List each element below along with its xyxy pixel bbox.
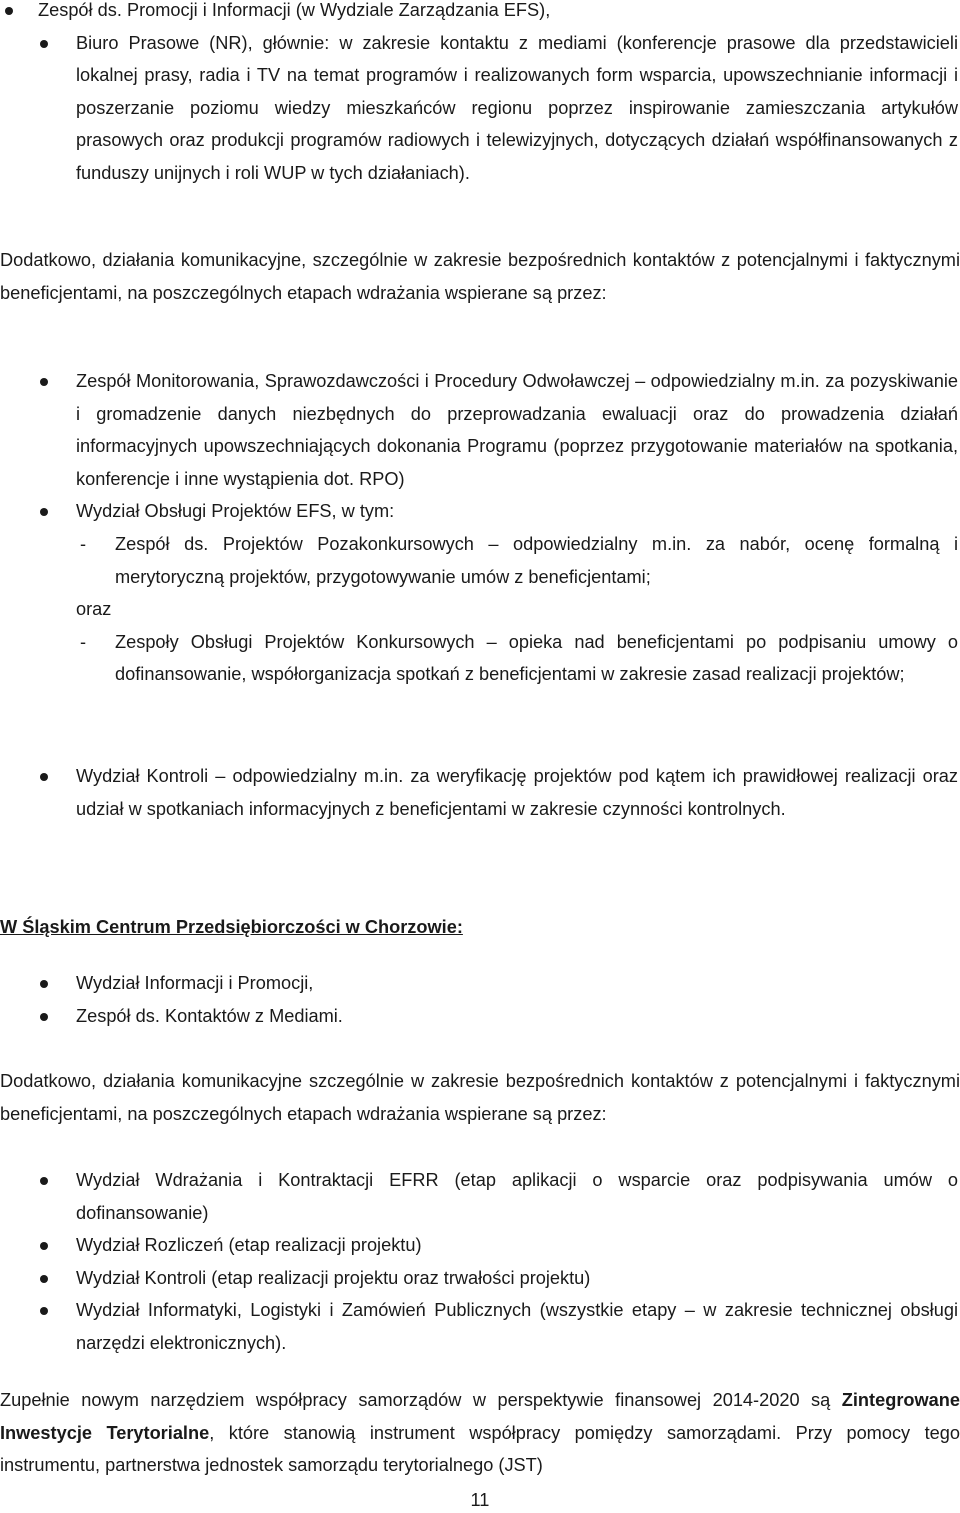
list-item: Wydział Obsługi Projektów EFS, w tym: xyxy=(0,495,960,528)
paragraph: Zupełnie nowym narzędziem współpracy samorządów w perspektywie finansowej 2014-2020 są Zintegrowane Inwestycje Terytorialne, które stanowią instrument współpracy pomiędzy samorządami. Przy pomocy tego instrumentu, partnerstwa jednostek samorządu terytorialnego (JST) xyxy=(0,1390,960,1476)
dash-list-item: - Zespoły Obsługi Projektów Konkursowych – opieka nad beneficjentami po podpisaniu umowy o dofinansowanie, współorganizacja spotkań z beneficjentami w zakresie zasad realizacji projektów; xyxy=(0,626,960,691)
bullet-icon xyxy=(40,1013,48,1021)
list-item: Wydział Wdrażania i Kontraktacji EFRR (etap aplikacji o wsparcie oraz podpisywania umów o dofinansowanie) xyxy=(0,1164,960,1229)
top-bullet-list xyxy=(0,0,960,190)
bullet-icon xyxy=(40,40,48,48)
paragraph: Dodatkowo, działania komunikacyjne, szczególnie w zakresie bezpośrednich kontaktów z potencjalnymi i faktycznymi beneficjentami, na poszczególnych etapach wdrażania wspierane są przez: xyxy=(0,250,960,303)
list-item: Wydział Rozliczeń (etap realizacji projektu) xyxy=(0,1229,960,1262)
bullet-icon xyxy=(40,980,48,988)
bullet-icon xyxy=(40,1275,48,1283)
bullet-icon xyxy=(40,378,48,386)
list-item: Wydział Informatyki, Logistyki i Zamówień Publicznych (wszystkie etapy – w zakresie technicznej obsługi narzędzi elektronicznych). xyxy=(0,1294,960,1359)
bullet-icon xyxy=(40,1307,48,1315)
list-item: Wydział Kontroli (etap realizacji projektu oraz trwałości projektu) xyxy=(0,1262,960,1295)
bullet-list xyxy=(0,760,960,825)
dash-icon: - xyxy=(80,533,87,554)
list-item: Wydział Informacji i Promocji, xyxy=(0,967,960,1000)
bullet-list xyxy=(0,365,960,691)
dash-icon: - xyxy=(80,631,87,652)
bullet-list xyxy=(0,1164,960,1360)
bullet-list xyxy=(0,967,960,1032)
dash-list-item: - Zespół ds. Projektów Pozakonkursowych – odpowiedzialny m.in. za nabór, ocenę formalną i merytoryczną projektów, przygotowywanie umów z beneficjentami; xyxy=(0,528,960,593)
list-item: Zespół ds. Promocji i Informacji (w Wydziale Zarządzania EFS), xyxy=(0,0,960,27)
bold-term: Zintegrowane Inwestycje Terytorialne xyxy=(0,1390,960,1443)
connector-text: oraz xyxy=(76,599,112,620)
bullet-icon xyxy=(40,1177,48,1185)
list-item: Biuro Prasowe (NR), głównie: w zakresie kontaktu z mediami (konferencje prasowe dla przedstawicieli lokalnej prasy, radia i TV na temat programów i realizowanych form wsparcia, upowszechnianie informacji i poszerzanie poziomu wiedzy mieszkańców regionu poprzez inspirowanie zamieszczania artykułów prasowych oraz produkcji programów radiowych i telewizyjnych, dotyczących działań współfinansowanych z funduszy unijnych i roli WUP w tych działaniach). xyxy=(0,27,960,190)
paragraph: Dodatkowo, działania komunikacyjne szczególnie w zakresie bezpośrednich kontaktów z potencjalnymi i faktycznymi beneficjentami, na poszczególnych etapach wdrażania wspierane są przez: xyxy=(0,1071,960,1124)
list-item: Zespół ds. Kontaktów z Mediami. xyxy=(0,1000,960,1033)
page-number: 11 xyxy=(470,1490,490,1510)
bullet-icon xyxy=(40,1242,48,1250)
bullet-icon xyxy=(40,508,48,516)
bullet-icon xyxy=(40,773,48,781)
list-item: Wydział Kontroli – odpowiedzialny m.in. za weryfikację projektów pod kątem ich prawidłowej realizacji oraz udział w spotkaniach informacyjnych z beneficjentami w zakresie czynności kontrolnych. xyxy=(0,760,960,825)
bullet-icon xyxy=(5,7,13,15)
section-heading: W Śląskim Centrum Przedsiębiorczości w Chorzowie: xyxy=(0,917,463,937)
list-item: Zespół Monitorowania, Sprawozdawczości i Procedury Odwoławczej – odpowiedzialny m.in. za pozyskiwanie i gromadzenie danych niezbędnych do przeprowadzania ewaluacji oraz do prowadzenia działań informacyjnych upowszechniających dokonania Programu (poprzez przygotowanie materiałów na spotkania, konferencje i inne wystąpienia dot. RPO) xyxy=(0,365,960,495)
